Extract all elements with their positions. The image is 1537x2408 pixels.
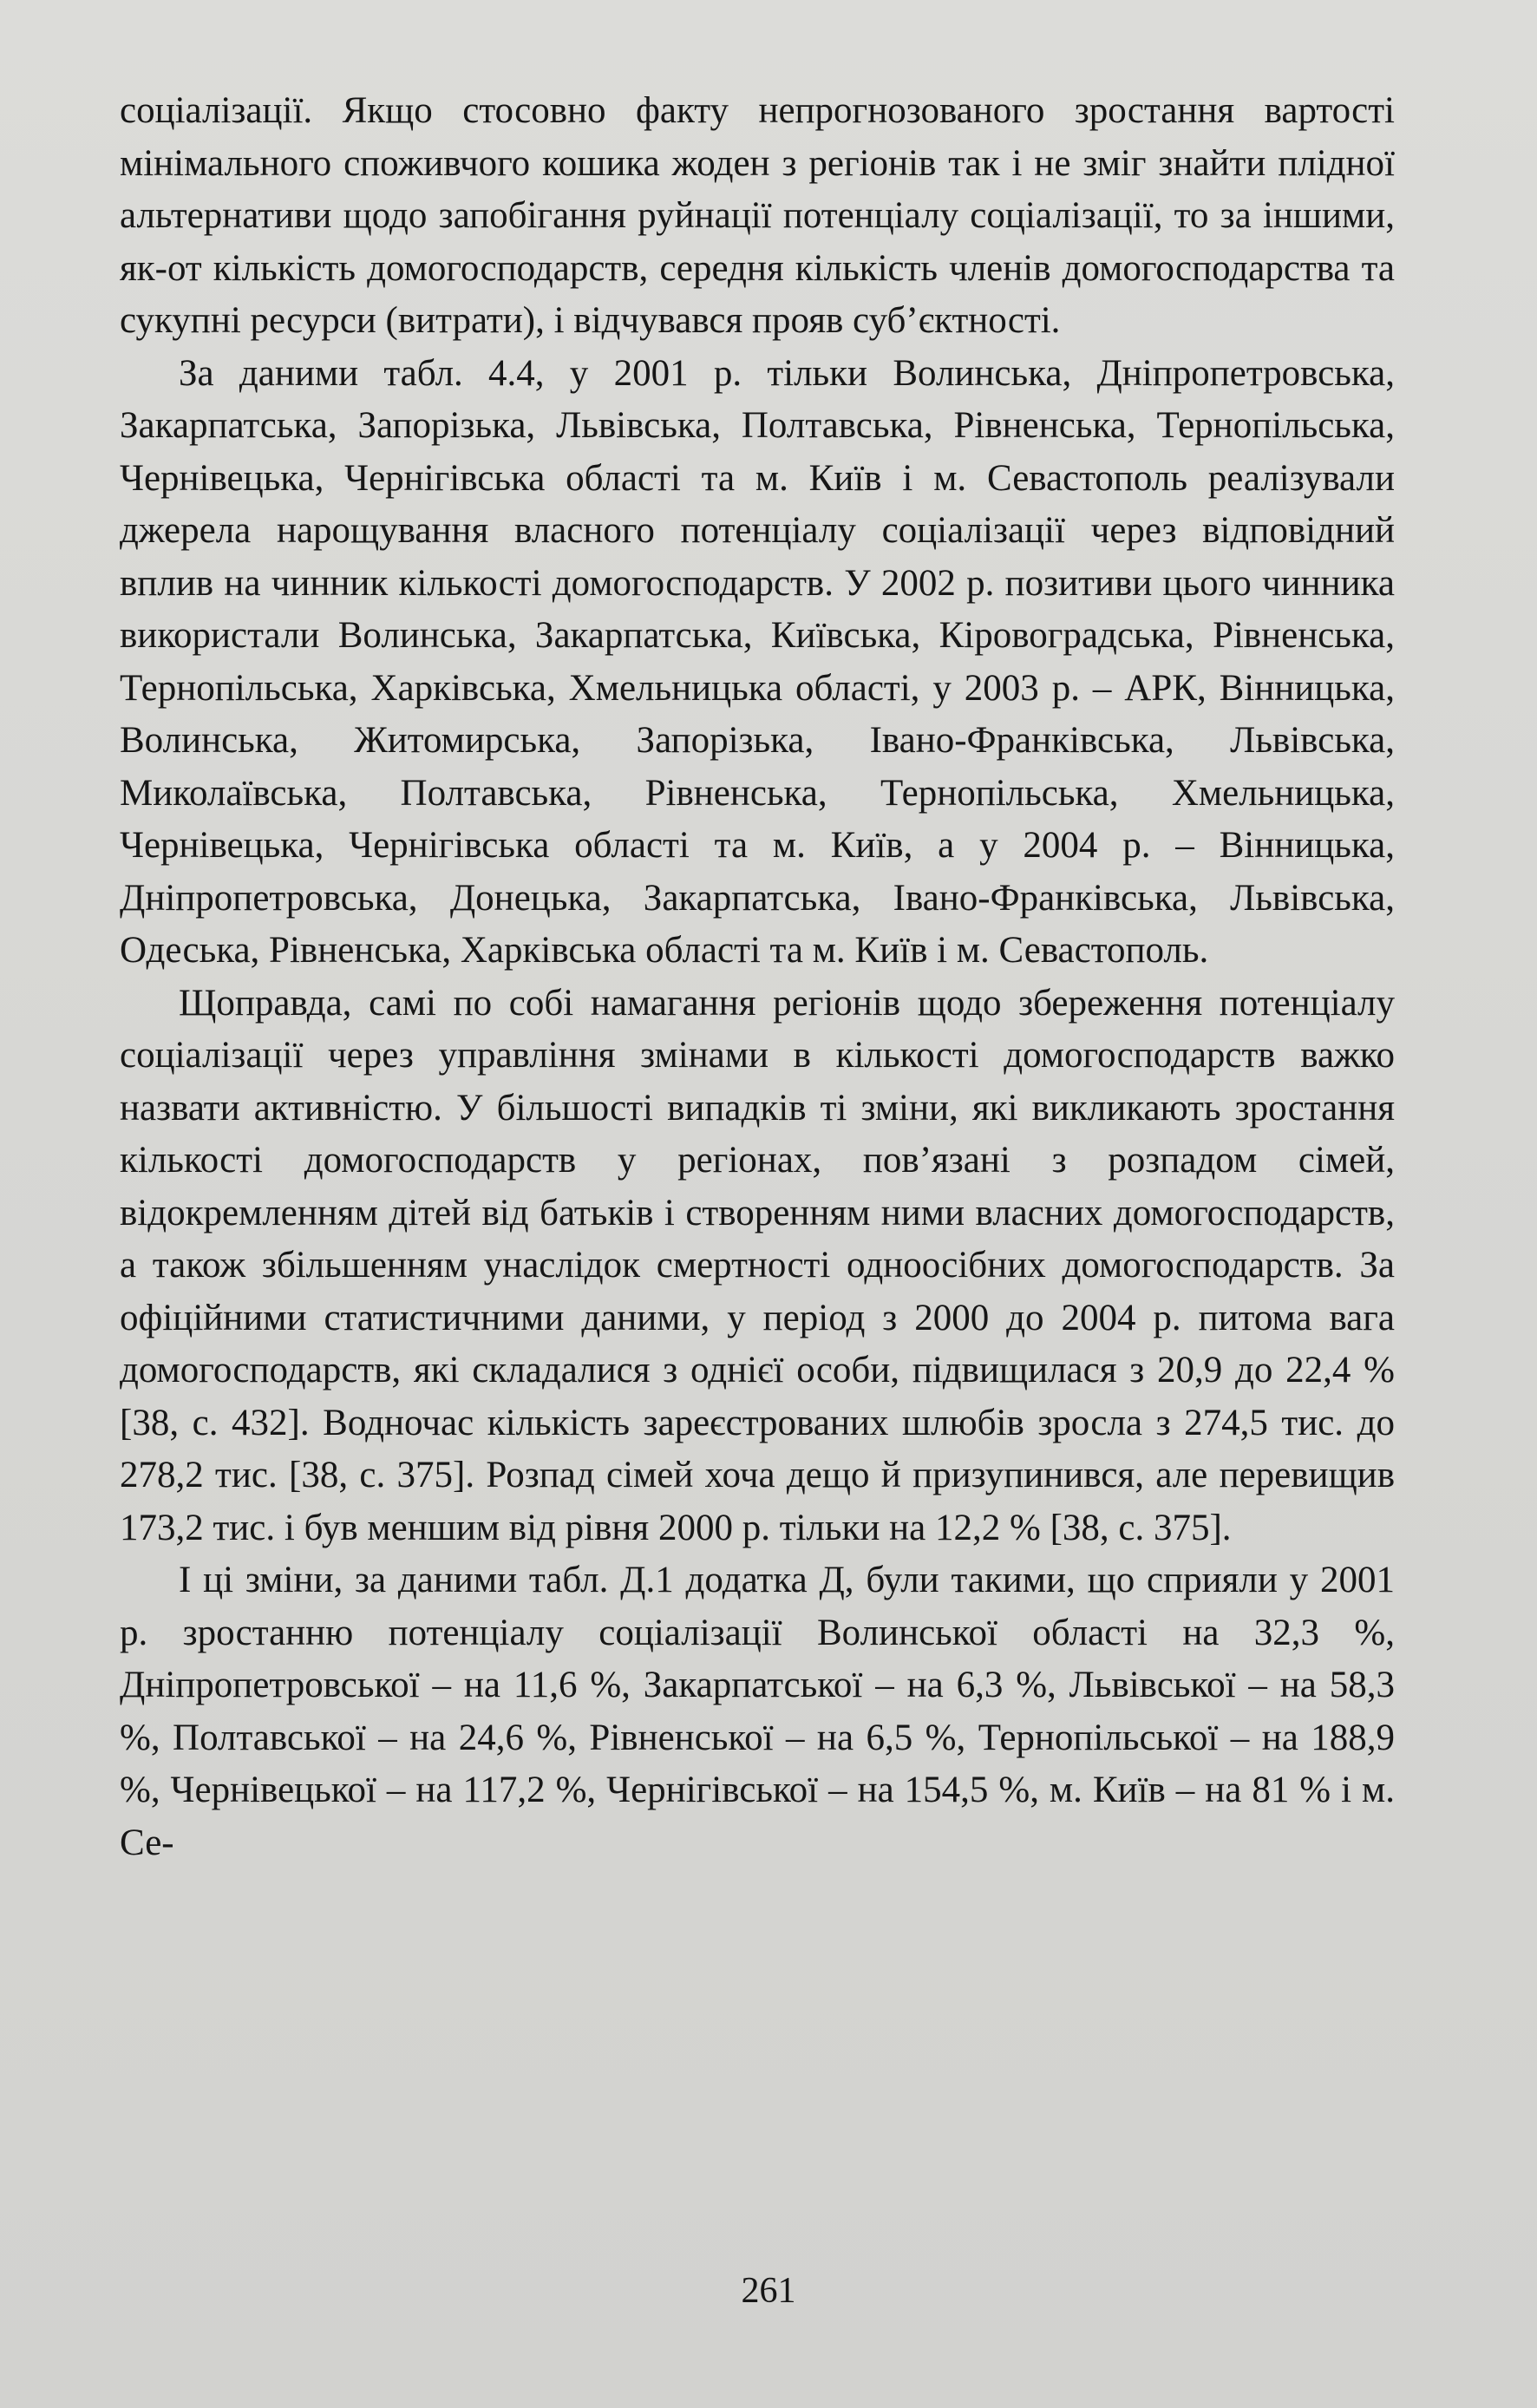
paragraph-4: І ці зміни, за даними табл. Д.1 додатка Д, були такими, що сприяли у 2001 р. зростанню потенціалу соціалізації Волинської області на 32,3 %, Дніпропетровської – на 11,6 %, Закарпатської – на 6,3 %, Львівської – на 58,3 %, Полтавської – на 24,6 %, Рівненської – на 6,5 %, Тернопільської – на 188,9 %, Чернівецької – на 117,2 %, Чернігівської – на 154,5 %, м. Київ – на 81 % і м. Се-	[120, 1560, 1395, 1863]
paragraph-1: соціалізації. Якщо стосовно факту непрогнозованого зростання вартості мінімального споживчого кошика жоден з регіонів так і не зміг знайти плідної альтернативи щодо запобігання руйнації потенціалу соціалізації, то за іншими, як-от кількість домогосподарств, середня кількість членів домогосподарства та сукупні ресурси (витрати), і відчувався прояв суб’єктності.	[120, 90, 1395, 341]
paragraph-2: За даними табл. 4.4, у 2001 р. тільки Волинська, Дніпропетровська, Закарпатська, Запорізька, Львівська, Полтавська, Рівненська, Тернопільська, Чернівецька, Чернігівська області та м. Київ і м. Севастополь реалізували джерела нарощування власного потенціалу соціалізації через відповідний вплив на чинник кількості домогосподарств. У 2002 р. позитиви цього чинника використали Волинська, Закарпатська, Київська, Кіровоградська, Рівненська, Тернопільська, Харківська, Хмельницька області, у 2003 р. – АРК, Вінницька, Волинська, Житомирська, Запорізька, Івано-Франківська, Львівська, Миколаївська, Полтавська, Рівненська, Тернопільська, Хмельницька, Чернівецька, Чернігівська області та м. Київ, а у 2004 р. – Вінницька, Дніпропетровська, Донецька, Закарпатська, Івано-Франківська, Львівська, Одеська, Рівненська, Харківська області та м. Київ і м. Севастополь.	[120, 352, 1395, 971]
body-text	[120, 85, 1395, 1869]
paragraph-3: Щоправда, самі по собі намагання регіонів щодо збереження потенціалу соціалізації через управління змінами в кількості домогосподарств важко назвати активністю. У більшості випадків ті зміни, які викликають зростання кількості домогосподарств у регіонах, пов’язані з розпадом сімей, відокремленням дітей від батьків і створенням ними власних домогосподарств, а також збільшенням унаслідок смертності одноосібних домогосподарств. За офіційними статистичними даними, у період з 2000 до 2004 р. питома вага домогосподарств, які складалися з однієї особи, підвищилася з 20,9 до 22,4 % [38, с. 432]. Водночас кількість зареєстрованих шлюбів зросла з 274,5 тис. до 278,2 тис. [38, с. 375]. Розпад сімей хоча дещо й призупинився, але перевищив 173,2 тис. і був меншим від рівня 2000 р. тільки на 12,2 % [38, с. 375].	[120, 982, 1395, 1548]
page-number: 261	[741, 2271, 796, 2311]
